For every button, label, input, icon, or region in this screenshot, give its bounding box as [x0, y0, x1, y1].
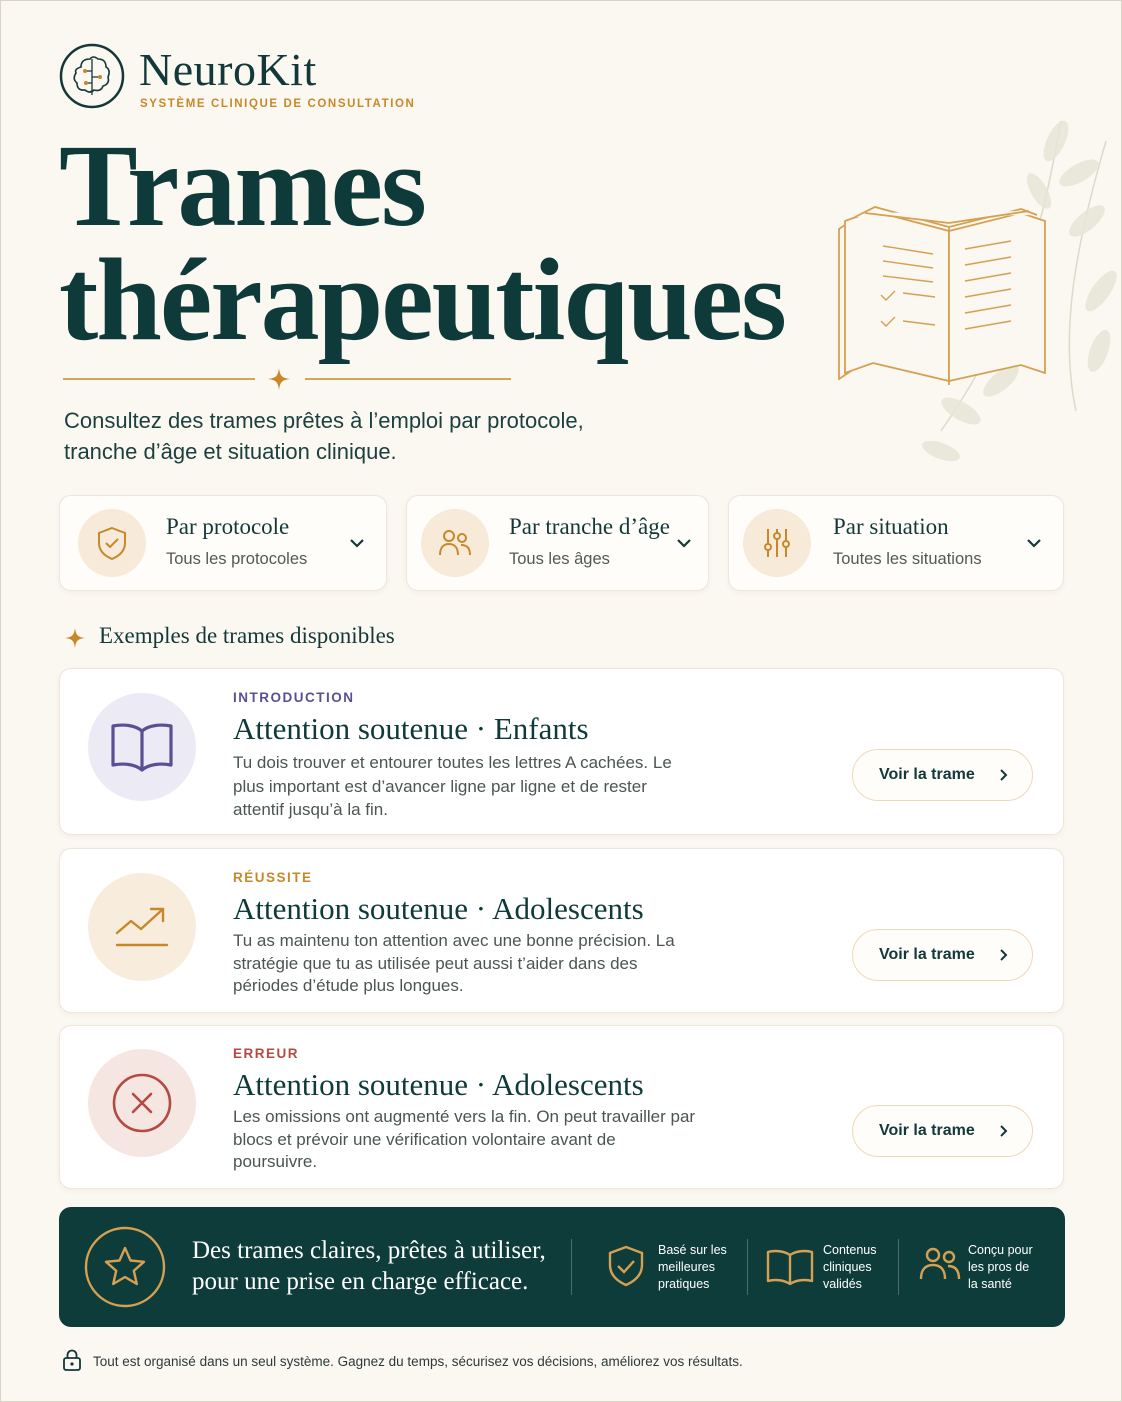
- filter-label: Par situation: [833, 514, 949, 539]
- title-divider-right: [305, 378, 511, 380]
- section-title: Exemples de trames disponibles: [99, 623, 395, 648]
- card-tag: RÉUSSITE: [233, 870, 313, 885]
- card-title: Attention soutenue · Adolescents: [233, 1067, 644, 1102]
- users-icon: [917, 1241, 963, 1287]
- shield-check-icon: [78, 509, 146, 577]
- brand-name: NeuroKit: [139, 44, 317, 95]
- view-template-button[interactable]: [852, 749, 1033, 801]
- banner-separator: [898, 1239, 899, 1295]
- view-template-button[interactable]: [852, 1105, 1033, 1157]
- view-template-button[interactable]: [852, 929, 1033, 981]
- chevron-right-icon: [994, 1122, 1012, 1140]
- page-subtitle: Consultez des trames prêtes à l’emploi par protocole, tranche d’âge et situation clinique.: [64, 408, 584, 464]
- card-tag: INTRODUCTION: [233, 690, 355, 705]
- banner-separator: [747, 1239, 748, 1295]
- open-book-icon: [765, 1245, 815, 1291]
- feature-text: Basé sur les meilleures pratiques: [658, 1243, 727, 1291]
- feature-text: Conçu pour les pros de la santé: [968, 1243, 1033, 1291]
- x-circle-icon: [88, 1049, 196, 1157]
- chevron-down-icon[interactable]: [346, 532, 368, 554]
- chevron-right-icon: [994, 946, 1012, 964]
- sparkle-icon: [64, 627, 86, 649]
- card-description: Tu as maintenu ton attention avec une bonne précision. La stratégie que tu as utilisée peut aussi t’aider dans des périodes d’étude plus longues.: [233, 931, 675, 995]
- filter-situation[interactable]: [728, 495, 1064, 591]
- book-illustration-icon: [821, 81, 1121, 501]
- filter-value: Tous les protocoles: [166, 550, 308, 568]
- card-title: Attention soutenue · Enfants: [233, 711, 589, 746]
- filter-label: Par tranche d’âge: [509, 514, 670, 539]
- chevron-right-icon: [994, 766, 1012, 784]
- trending-up-icon: [88, 873, 196, 981]
- filter-value: Tous les âges: [509, 550, 610, 568]
- sliders-icon: [743, 509, 811, 577]
- template-card: [59, 1025, 1064, 1189]
- open-book-icon: [88, 693, 196, 801]
- filter-protocole[interactable]: [59, 495, 387, 591]
- button-label: Voir la trame: [879, 946, 975, 963]
- template-card: [59, 848, 1064, 1013]
- chevron-down-icon[interactable]: [1023, 532, 1045, 554]
- banner-separator: [571, 1239, 572, 1295]
- button-label: Voir la trame: [879, 766, 975, 783]
- page-title-line1: Trames: [59, 120, 425, 251]
- star-icon: [83, 1225, 167, 1309]
- filter-label: Par protocole: [166, 514, 290, 539]
- users-icon: [421, 509, 489, 577]
- filter-tranche-age[interactable]: [406, 495, 709, 591]
- page-title-line2: thérapeutiques: [59, 234, 785, 365]
- brain-logo-icon: [59, 43, 125, 109]
- footer-text: Tout est organisé dans un seul système. Gagnez du temps, sécurisez vos décisions, améliorez vos résultats.: [93, 1354, 743, 1369]
- banner-text: Des trames claires, prêtes à utiliser, pour une prise en charge efficace.: [192, 1237, 546, 1295]
- card-description: Les omissions ont augmenté vers la fin. On peut travailler par blocs et prévoir une vérification volontaire avant de poursuivre.: [233, 1107, 696, 1171]
- title-divider-left: [63, 378, 255, 380]
- card-description: Tu dois trouver et entourer toutes les lettres A cachées. Le plus important est d’avancer ligne par ligne et de rester attentif jusqu’à la fin.: [233, 753, 672, 819]
- feature-text: Contenus cliniques validés: [823, 1243, 877, 1291]
- lock-icon: [62, 1348, 82, 1372]
- button-label: Voir la trame: [879, 1122, 975, 1139]
- brand-tagline: SYSTÈME CLINIQUE DE CONSULTATION: [140, 98, 416, 110]
- card-title: Attention soutenue · Adolescents: [233, 891, 644, 926]
- feature-banner: [59, 1207, 1065, 1327]
- sparkle-icon: [267, 367, 291, 391]
- template-card: [59, 668, 1064, 835]
- chevron-down-icon[interactable]: [673, 532, 695, 554]
- card-tag: ERREUR: [233, 1046, 300, 1061]
- shield-check-icon: [603, 1243, 649, 1289]
- filter-value: Toutes les situations: [833, 550, 982, 568]
